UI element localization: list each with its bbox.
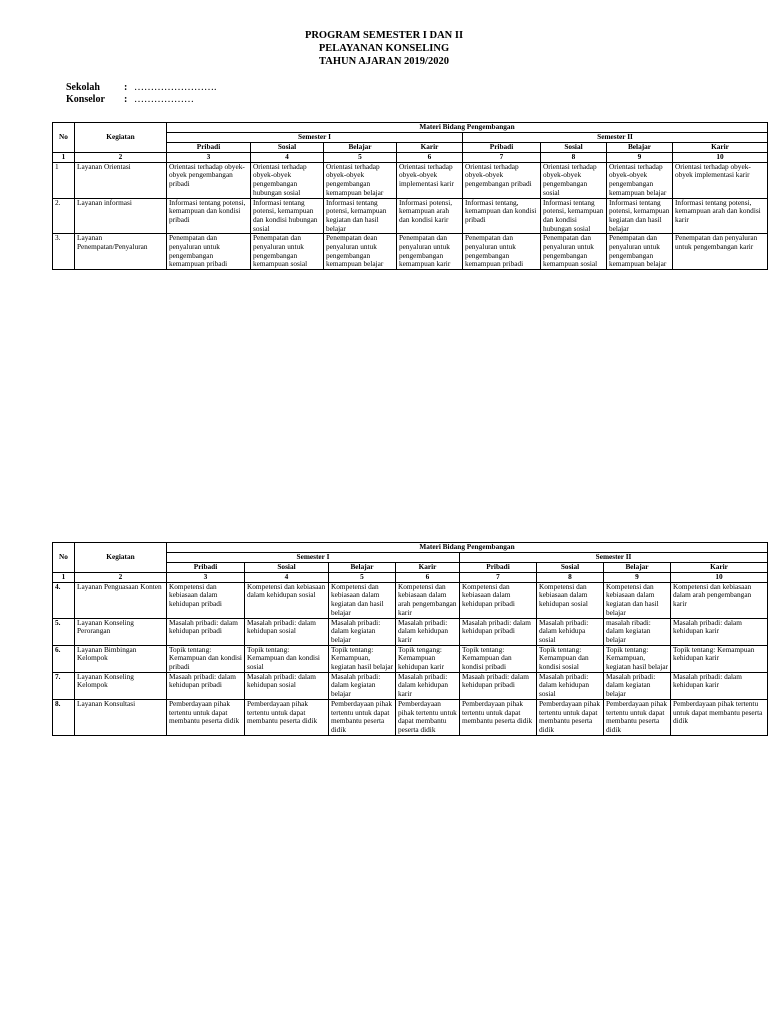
- header-col-karir: Karir: [397, 143, 463, 153]
- row-number: 1: [53, 162, 75, 198]
- column-number: 1: [53, 573, 75, 583]
- table-cell: Kompetensi dan kebiasaan dalam kehidupan sosial: [537, 582, 604, 618]
- table-cell: Penempatan dan penyaluran untuk pengembangan karir: [673, 234, 768, 270]
- table-cell: Orientasi terhadap obyek-obyek implementasi karir: [397, 162, 463, 198]
- header-col-sosial: Sosial: [537, 563, 604, 573]
- table-cell: Masalah pribadi: dalam kehidupan pribadi: [167, 618, 245, 645]
- row-kegiatan: Layanan Orientasi: [75, 162, 167, 198]
- header-col-sosial: Sosial: [245, 563, 329, 573]
- table-cell: Penempatan dan penyaluran untuk pengembangan kemampuan karir: [397, 234, 463, 270]
- row-number: 7.: [53, 672, 75, 699]
- header-col-pribadi: Pribadi: [167, 143, 251, 153]
- table-row: [53, 618, 768, 645]
- table-cell: Informasi tentang potensi, kemampuan dan kondisi pribadi: [167, 198, 251, 234]
- row-number: 4.: [53, 582, 75, 618]
- header-kegiatan: Kegiatan: [75, 123, 167, 153]
- title-line-1: PROGRAM SEMESTER I DAN II: [304, 30, 464, 41]
- table-cell: Masaah pribadi: dalam kehidupan pribadi: [167, 672, 245, 699]
- table-cell: Informasi tentang potensi, kemampuan kegiatan dan hasil belajar: [324, 198, 397, 234]
- table-cell: Topik tengang: Kemampuan kehidupan karir: [396, 645, 460, 672]
- table-cell: Topik tentang: Kemampuan dan kondisi pribadi: [460, 645, 537, 672]
- header-col-belajar: Belajar: [604, 563, 671, 573]
- row-number: 6.: [53, 645, 75, 672]
- sekolah-value: …………………….: [134, 82, 217, 93]
- table-row: [53, 645, 768, 672]
- table-cell: Orientasi terhadap obyek-obyek pengembangan sosial: [541, 162, 607, 198]
- header-col-karir: Karir: [396, 563, 460, 573]
- header-materi: Materi Bidang Pengembangan: [167, 543, 768, 553]
- table-cell: Penempatan dan penyaluran untuk pengembangan kemampuan pribadi: [167, 234, 251, 270]
- school-info: [66, 82, 217, 106]
- table-cell: Pemberdayaan pihak tertentu untuk dapat membantu peserta didik: [245, 699, 329, 735]
- table-cell: Masalah pribadi: dalam kehidupa sosial: [537, 618, 604, 645]
- header-col-pribadi: Pribadi: [167, 563, 245, 573]
- row-kegiatan: Layanan Konseling Perorangan: [75, 618, 167, 645]
- table-cell: Masaah pribadi: dalam kehidupan pribadi: [460, 672, 537, 699]
- table-cell: Kompetensi dan kebiasaan dalam kegiatan dan hasil belajar: [604, 582, 671, 618]
- table-row: [53, 582, 768, 618]
- column-number: 6: [396, 573, 460, 583]
- header-kegiatan: Kegiatan: [75, 543, 167, 573]
- table-cell: Masalah pribadi: dalam kegiatan belajar: [604, 672, 671, 699]
- header-col-karir: Karir: [673, 143, 768, 153]
- row-number: 8.: [53, 699, 75, 735]
- table-cell: Orientasi terhadap obyek-obyek implementasi karir: [673, 162, 768, 198]
- table-cell: Penempatan dan penyaluran untuk pengembangan kemampuan sosial: [251, 234, 324, 270]
- header-col-belajar: Belajar: [324, 143, 397, 153]
- column-number-row: [53, 153, 768, 163]
- table-cell: Penempatan dan penyaluran untuk pengembangan kemampuan pribadi: [463, 234, 541, 270]
- column-number: 10: [673, 153, 768, 163]
- row-number: 2.: [53, 198, 75, 234]
- program-table-2: [52, 542, 768, 736]
- header-semester-1: Semester I: [167, 553, 460, 563]
- column-number: 7: [463, 153, 541, 163]
- column-number: 8: [541, 153, 607, 163]
- table-cell: Kompetensi dan kebiasaan dalam kehidupan sosial: [245, 582, 329, 618]
- table-cell: Penempatan dan penyaluran untuk pengembangan kemampuan sosial: [541, 234, 607, 270]
- column-number: 9: [604, 573, 671, 583]
- title-line-3: TAHUN AJARAN 2019/2020: [319, 56, 449, 67]
- table-cell: Pemberdayaan pihak tertentu untuk dapat membantu peserta didik: [604, 699, 671, 735]
- table-cell: Kompetensi dan kebiasaan dalam kehidupan pribadi: [167, 582, 245, 618]
- table-cell: Informasi tentang potensi, kemampuan dan kondisi hubungan sosial: [251, 198, 324, 234]
- table-row: [53, 162, 768, 198]
- row-kegiatan: Layanan Penguasaan Konten: [75, 582, 167, 618]
- program-table-1: [52, 122, 768, 270]
- table-cell: Masalah pribadi: dalam kehidupan karir: [396, 618, 460, 645]
- table-cell: Masalah pribadi: dalam kehidupan karir: [671, 672, 768, 699]
- table-cell: Pemberdayaan pihak tertentu untuk dapat membantu peserta didik: [396, 699, 460, 735]
- column-number: 4: [245, 573, 329, 583]
- header-col-sosial: Sosial: [251, 143, 324, 153]
- table-cell: Kompetensi dan kebiasaan dalam kegiatan dan hasil belajar: [329, 582, 396, 618]
- row-number: 5.: [53, 618, 75, 645]
- table-cell: Informasi potensi, kemampuan arah dan kondisi karir: [397, 198, 463, 234]
- column-number: 9: [607, 153, 673, 163]
- column-number: 5: [324, 153, 397, 163]
- table-cell: Kompetensi dan kebiasaan dalam kehidupan pribadi: [460, 582, 537, 618]
- table-cell: Topik tentang: Kemampuan kehidupan karir: [671, 645, 768, 672]
- column-number: 4: [251, 153, 324, 163]
- konselor-value: ………………: [134, 94, 194, 105]
- column-number: 8: [537, 573, 604, 583]
- table-cell: Penempatan dean penyaluran untuk pengembangan kemampuan belajar: [324, 234, 397, 270]
- sekolah-row: [66, 82, 217, 94]
- column-number: 1: [53, 153, 75, 163]
- header-semester-1: Semester I: [167, 133, 463, 143]
- table-row: [53, 198, 768, 234]
- konselor-separator: :: [124, 94, 128, 105]
- table-cell: Orientasi terhadap obyek-obyek pengembangan kemampuan belajar: [607, 162, 673, 198]
- header-col-belajar: Belajar: [329, 563, 396, 573]
- table-cell: Pemberdayaan pihak tertentu untuk dapat membantu peserta didik: [460, 699, 537, 735]
- column-number: 2: [75, 573, 167, 583]
- table-cell: Topik tentang: Kemampuan dan kondisi pribadi: [167, 645, 245, 672]
- table-cell: Pemberdayaan pihak tertentu untuk dapat membantu peserta didik: [671, 699, 768, 735]
- row-kegiatan: Layanan Penempatan/Penyaluran: [75, 234, 167, 270]
- row-kegiatan: Layanan Bimbingan Kelompok: [75, 645, 167, 672]
- table-cell: Informasi tentang, kemampuan dan kondisi pribadi: [463, 198, 541, 234]
- header-semester-2: Semester II: [463, 133, 768, 143]
- header-col-belajar: Belajar: [607, 143, 673, 153]
- header-no: No: [53, 543, 75, 573]
- table-row: [53, 672, 768, 699]
- table-cell: Topik tentang: Kemampuan dan kondisi sosial: [245, 645, 329, 672]
- header-col-karir: Karir: [671, 563, 768, 573]
- column-number: 6: [397, 153, 463, 163]
- table-cell: Pemberdayaan pihak tertentu untuk dapat membantu peserta didik: [329, 699, 396, 735]
- table-cell: Orientasi terhadap obyek-obyek pengembangan pribadi: [463, 162, 541, 198]
- table-cell: Masalah pribadi: dalam kegiatan belajar: [329, 672, 396, 699]
- header-col-pribadi: Pribadi: [463, 143, 541, 153]
- header-no: No: [53, 123, 75, 153]
- table-cell: Pemberdayaan pihak tertentu untuk dapat membantu peserta didik: [167, 699, 245, 735]
- row-kegiatan: Layanan Konsultasi: [75, 699, 167, 735]
- column-number: 10: [671, 573, 768, 583]
- sekolah-separator: :: [124, 82, 128, 93]
- table-row: [53, 234, 768, 270]
- table-cell: Masalah pribadi: dalam kehidupan karir: [671, 618, 768, 645]
- konselor-row: [66, 94, 217, 106]
- table-cell: Masalah pribadi: dalam kehidupan sosial: [245, 618, 329, 645]
- column-number-row: [53, 573, 768, 583]
- column-number: 3: [167, 573, 245, 583]
- title-line-2: PELAYANAN KONSELING: [318, 43, 450, 54]
- table-cell: Masalah pribadi: dalam kegiatan belajar: [329, 618, 396, 645]
- table-cell: Orientasi terhadap obyek-obyek pengembangan pribadi: [167, 162, 251, 198]
- column-number: 2: [75, 153, 167, 163]
- header-semester-2: Semester II: [460, 553, 768, 563]
- table-cell: Informasi tentang potensi, kemampuan arah dan kondisi karir: [673, 198, 768, 234]
- table-cell: Orientasi terhadap obyek-obyek pengembangan hubungan sosial: [251, 162, 324, 198]
- table-cell: Topik tentang: Kemampuan, kegiatan hasil belajar: [329, 645, 396, 672]
- table-cell: Kompetensi dan kebiasaan dalam arah pengembangan karir: [671, 582, 768, 618]
- table-cell: Masalah pribadi: dalam kehidupan sosial: [537, 672, 604, 699]
- table-row: [53, 699, 768, 735]
- table-cell: masalah ribadi: dalam kegiatan belajar: [604, 618, 671, 645]
- header-materi: Materi Bidang Pengembangan: [167, 123, 768, 133]
- table-cell: Informasi tentang potensi, kemampuan kegiatan dan hasil belajar: [607, 198, 673, 234]
- konselor-label: Konselor: [66, 94, 105, 105]
- table-cell: Informasi tentang potensi, kemampuan dan kondisi hubungan sosial: [541, 198, 607, 234]
- row-number: 3.: [53, 234, 75, 270]
- table-cell: Orientasi terhadap obyek-obyek pengembangan kemampuan belajar: [324, 162, 397, 198]
- column-number: 7: [460, 573, 537, 583]
- table-cell: Pemberdayaan pihak tertentu untuk dapat membantu peserta didik: [537, 699, 604, 735]
- table-cell: Masalah pribadi: dalam kehidupan sosial: [245, 672, 329, 699]
- sekolah-label: Sekolah: [66, 82, 100, 93]
- column-number: 5: [329, 573, 396, 583]
- table-cell: Masalah pribadi: dalam kehidupan karir: [396, 672, 460, 699]
- table-cell: Topik tentang: Kemampuan, kegiatan hasil belajar: [604, 645, 671, 672]
- table-cell: Topik tentang: Kemampuan dan kondisi sosial: [537, 645, 604, 672]
- column-number: 3: [167, 153, 251, 163]
- row-kegiatan: Layanan Konseling Kelompok: [75, 672, 167, 699]
- table-cell: Penempatan dan penyaluran untuk pengembangan kemampuan belajar: [607, 234, 673, 270]
- header-col-pribadi: Pribadi: [460, 563, 537, 573]
- table-cell: Masalah pribadi: dalam kehidupan pribadi: [460, 618, 537, 645]
- header-col-sosial: Sosial: [541, 143, 607, 153]
- table-cell: Kompetensi dan kebiasaan dalam arah pengembangan karir: [396, 582, 460, 618]
- row-kegiatan: Layanan informasi: [75, 198, 167, 234]
- document-title: [0, 29, 768, 68]
